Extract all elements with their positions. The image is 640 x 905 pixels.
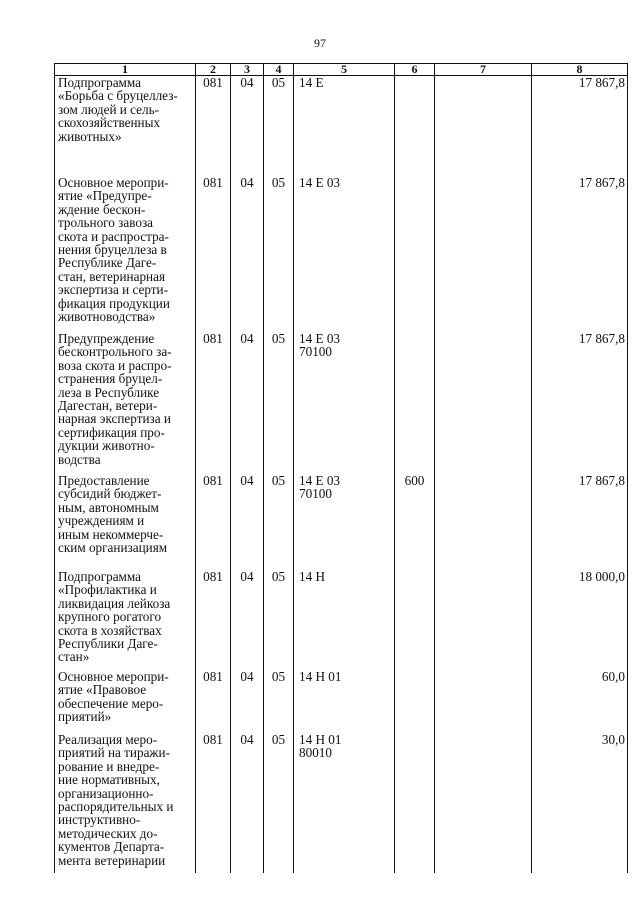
expense-type-cell (395, 176, 435, 332)
amount-cell: 17 867,8 (532, 76, 628, 177)
empty-cell (435, 474, 532, 570)
gov-code-cell: 081 (196, 570, 231, 670)
header-row (55, 64, 628, 76)
gov-code-cell: 081 (196, 332, 231, 474)
target-article-cell: 14 Е (294, 76, 395, 177)
target-article-cell: 14 Е 03 70100 (294, 332, 395, 474)
subsection-code-cell: 05 (264, 733, 294, 873)
expense-type-cell (395, 670, 435, 733)
row-name-cell: Предоставление субсидий бюджет- ным, автономным учреждениям и иным некоммерче- ским организациям (55, 474, 196, 570)
amount-cell: 17 867,8 (532, 332, 628, 474)
column-header: 3 (231, 64, 264, 76)
column-header: 8 (532, 64, 628, 76)
subsection-code-cell: 05 (264, 570, 294, 670)
page-number: 97 (314, 36, 326, 50)
table-row (55, 332, 628, 474)
empty-cell (435, 670, 532, 733)
section-code-cell: 04 (231, 176, 264, 332)
amount-cell: 30,0 (532, 733, 628, 873)
table-row (55, 76, 628, 177)
amount-cell: 60,0 (532, 670, 628, 733)
empty-cell (435, 570, 532, 670)
table-row (55, 474, 628, 570)
expense-type-cell (395, 570, 435, 670)
subsection-code-cell: 05 (264, 474, 294, 570)
column-header: 6 (395, 64, 435, 76)
row-name-cell: Подпрограмма «Борьба с бруцеллез- зом людей и сель- скохозяйственных животных» (55, 76, 196, 177)
subsection-code-cell: 05 (264, 670, 294, 733)
row-name-cell: Предупреждение бесконтрольного за- воза скота и распро- странения бруцел- леза в Республике Дагестан, ветери- нарная экспертиза и сертификация про- дукции животно- водства (55, 332, 196, 474)
amount-cell: 17 867,8 (532, 474, 628, 570)
row-name-cell: Основное меропри- ятие «Правовое обеспечение меро- приятий» (55, 670, 196, 733)
expense-type-cell (395, 332, 435, 474)
amount-cell: 17 867,8 (532, 176, 628, 332)
column-header: 5 (294, 64, 395, 76)
target-article-cell: 14 Е 03 70100 (294, 474, 395, 570)
gov-code-cell: 081 (196, 733, 231, 873)
expense-type-cell (395, 733, 435, 873)
column-header: 2 (196, 64, 231, 76)
target-article-cell: 14 Н 01 (294, 670, 395, 733)
gov-code-cell: 081 (196, 76, 231, 177)
section-code-cell: 04 (231, 474, 264, 570)
section-code-cell: 04 (231, 733, 264, 873)
section-code-cell: 04 (231, 76, 264, 177)
column-header: 1 (55, 64, 196, 76)
empty-cell (435, 176, 532, 332)
table-row (55, 570, 628, 670)
column-header: 4 (264, 64, 294, 76)
target-article-cell: 14 Н (294, 570, 395, 670)
table-row (55, 670, 628, 733)
subsection-code-cell: 05 (264, 332, 294, 474)
gov-code-cell: 081 (196, 670, 231, 733)
budget-table (54, 63, 628, 873)
row-name-cell: Подпрограмма «Профилактика и ликвидация лейкоза крупного рогатого скота в хозяйствах Республики Даге- стан» (55, 570, 196, 670)
expense-type-cell (395, 76, 435, 177)
amount-cell: 18 000,0 (532, 570, 628, 670)
empty-cell (435, 332, 532, 474)
subsection-code-cell: 05 (264, 76, 294, 177)
section-code-cell: 04 (231, 670, 264, 733)
empty-cell (435, 76, 532, 177)
target-article-cell: 14 Н 01 80010 (294, 733, 395, 873)
table-row (55, 176, 628, 332)
empty-cell (435, 733, 532, 873)
gov-code-cell: 081 (196, 176, 231, 332)
section-code-cell: 04 (231, 570, 264, 670)
gov-code-cell: 081 (196, 474, 231, 570)
column-header: 7 (435, 64, 532, 76)
subsection-code-cell: 05 (264, 176, 294, 332)
table-row (55, 733, 628, 873)
expense-type-cell: 600 (395, 474, 435, 570)
target-article-cell: 14 Е 03 (294, 176, 395, 332)
row-name-cell: Реализация меро- приятий на тиражи- рование и внедре- ние нормативных, организационно- распорядительных и инструктивно- методических до- кументов Департа- мента ветеринарии (55, 733, 196, 873)
row-name-cell: Основное меропри- ятие «Предупре- ждение бескон- трольного завоза скота и распростра- нения бруцеллеза в Республике Даге- стан, ветеринарная экспертиза и серти- фикация продукции животноводства» (55, 176, 196, 332)
section-code-cell: 04 (231, 332, 264, 474)
